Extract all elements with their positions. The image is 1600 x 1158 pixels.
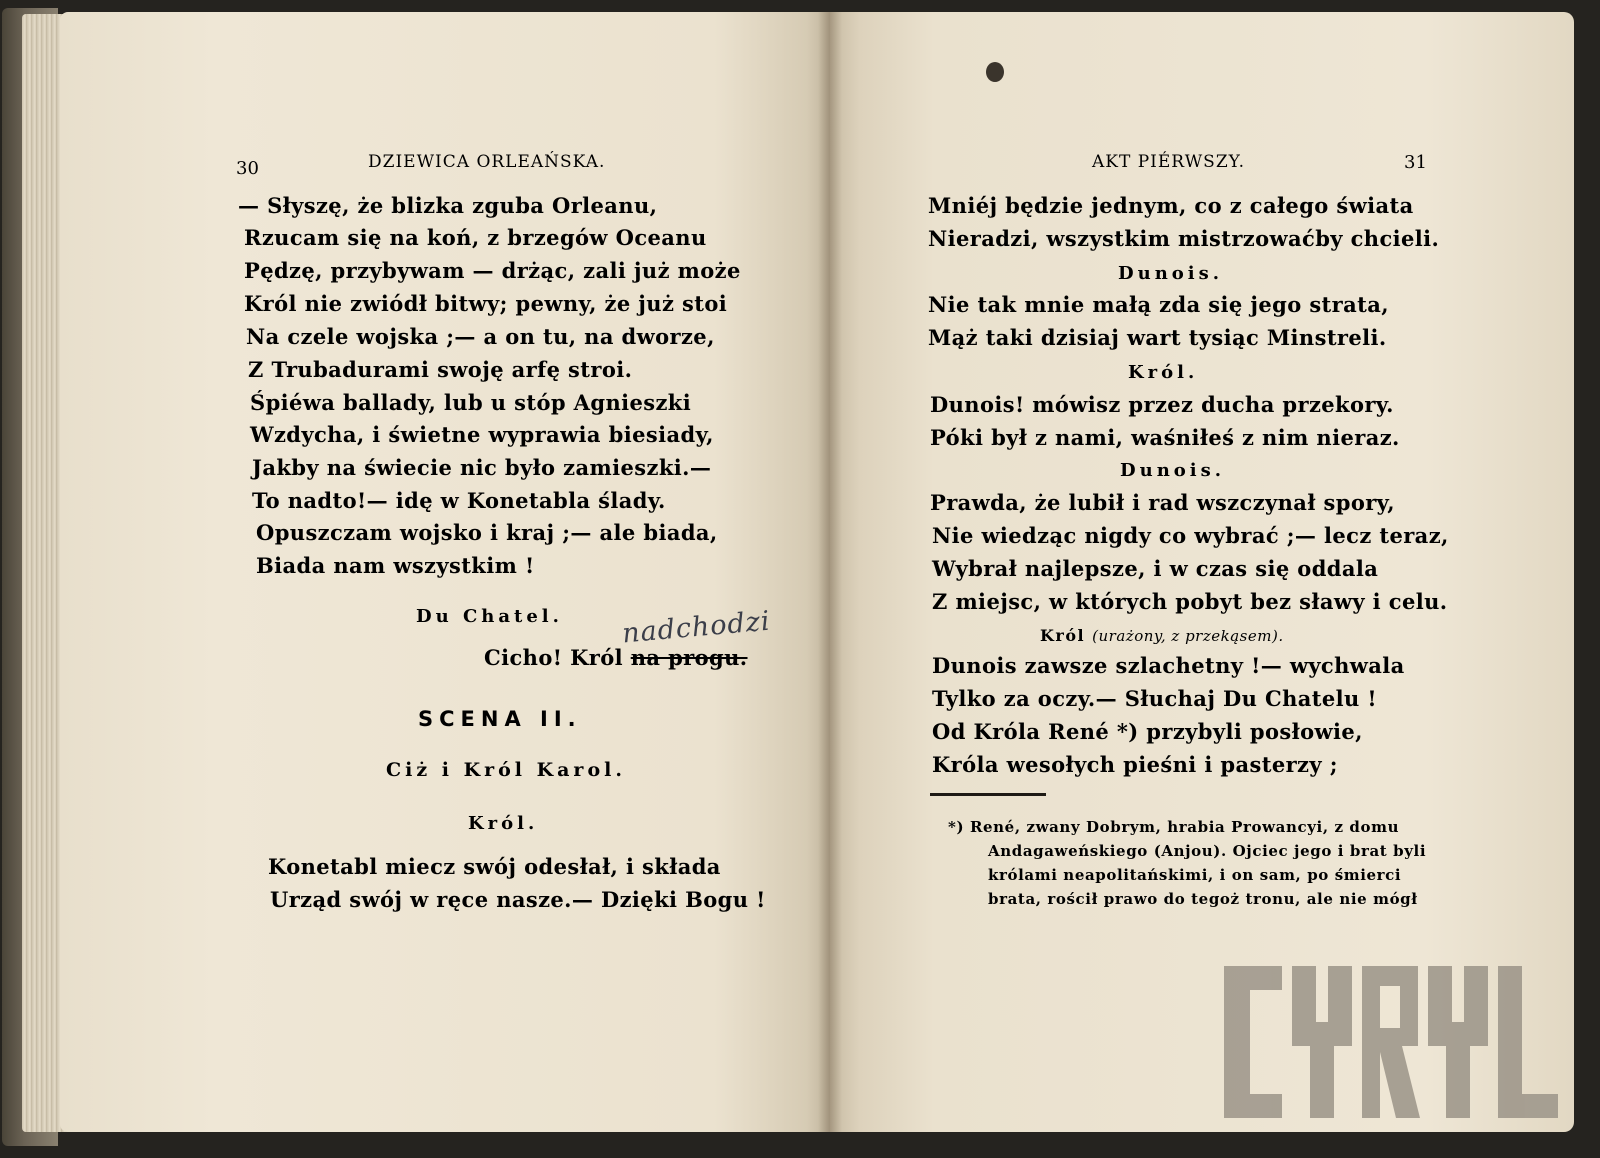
running-head-left: DZIEWICA ORLEAŃSKA. (368, 152, 606, 172)
speaker-krol: Król (1040, 626, 1086, 645)
verse-line: Mniéj będzie jednym, co z całego świata (928, 193, 1414, 218)
footnote-line: *) René, zwany Dobrym, hrabia Prowancyi, z domu (948, 818, 1400, 836)
du-chatel-line-text: Cicho! Król (484, 645, 623, 670)
verse-line: Wzdycha, i świetne wyprawia biesiady, (250, 422, 714, 447)
verse-line: Rzucam się na koń, z brzegów Oceanu (244, 225, 707, 250)
verse-line: Króla wesołych pieśni i pasterzy ; (932, 752, 1338, 777)
ink-blot (986, 62, 1004, 82)
verse-line: Pędzę, przybywam — drżąc, zali już może (244, 258, 741, 283)
verse-line: To nadto!— idę w Konetabla ślady. (252, 488, 666, 513)
verse-line: Dunois! mówisz przez ducha przekory. (930, 392, 1394, 417)
speaker-krol: Król. (468, 813, 539, 834)
verse-line: Od Króla René *) przybyli posłowie, (932, 719, 1363, 744)
page-number-left: 30 (236, 158, 259, 179)
stage-direction: (urażony, z przekąsem). (1092, 627, 1284, 645)
footnote-line: królami neapolitańskimi, i on sam, po śmierci (988, 866, 1402, 884)
verse-line: Król nie zwiódł bitwy; pewny, że już stoi (244, 291, 728, 316)
verse-line: — Słyszę, że blizka zguba Orleanu, (238, 193, 658, 218)
verse-line: Na czele wojska ;— a on tu, na dworze, (246, 324, 715, 349)
verse-line: Opuszczam wojsko i kraj ;— ale biada, (256, 520, 718, 545)
verse-line: Nie tak mnie małą zda się jego strata, (928, 292, 1389, 317)
verse-line: Prawda, że lubił i rad wszczynał spory, (930, 490, 1395, 515)
verse-line: Wybrał najlepsze, i w czas się oddala (932, 556, 1379, 581)
scene-cast: Ciż i Król Karol. (386, 759, 626, 781)
cyryl-watermark-logo (1222, 962, 1562, 1122)
verse-line: Urząd swój w ręce nasze.— Dzięki Bogu ! (270, 887, 766, 912)
speaker-krol-with-direction (1040, 626, 1284, 645)
verse-line: Z miejsc, w których pobyt bez sławy i celu. (932, 589, 1448, 614)
verse-line: Jakby na świecie nic było zamieszki.— (252, 455, 712, 480)
verse-line: Póki był z nami, waśniłeś z nim nieraz. (930, 425, 1400, 450)
footnote-line: brata, rościł prawo do tegoż tronu, ale nie mógł (988, 890, 1418, 908)
book-gutter (818, 12, 842, 1132)
verse-line: Tylko za oczy.— Słuchaj Du Chatelu ! (932, 686, 1378, 711)
verse-line: Biada nam wszystkim ! (256, 553, 535, 578)
verse-line: Nie wiedząc nigdy co wybrać ;— lecz teraz, (932, 523, 1449, 548)
verse-line: Nieradzi, wszystkim mistrzowaćby chcieli. (928, 226, 1440, 251)
speaker-krol: Król. (1128, 362, 1199, 383)
verse-line: Dunois zawsze szlachetny !— wychwala (932, 653, 1405, 678)
speaker-du-chatel: Du Chatel. (416, 606, 563, 627)
du-chatel-line (484, 645, 748, 670)
verse-line: Śpiéwa ballady, lub u stóp Agnieszki (250, 390, 692, 415)
scene-heading: SCENA II. (418, 707, 582, 731)
speaker-dunois: Dunois. (1120, 460, 1226, 481)
speaker-dunois: Dunois. (1118, 263, 1224, 284)
struck-text: na progu. (630, 645, 748, 670)
verse-line: Konetabl miecz swój odesłał, i składa (268, 854, 721, 879)
running-head-right: AKT PIÉRWSZY. (1092, 152, 1246, 172)
verse-line: Mąż taki dzisiaj wart tysiąc Minstreli. (928, 325, 1387, 350)
handwritten-correction: nadchodzi (620, 605, 772, 650)
footnote-rule (930, 793, 1046, 796)
page-number-right: 31 (1404, 152, 1427, 173)
footnote-line: Andagaweńskiego (Anjou). Ojciec jego i brat byli (988, 842, 1427, 860)
verse-line: Z Trubadurami swoję arfę stroi. (248, 357, 633, 382)
